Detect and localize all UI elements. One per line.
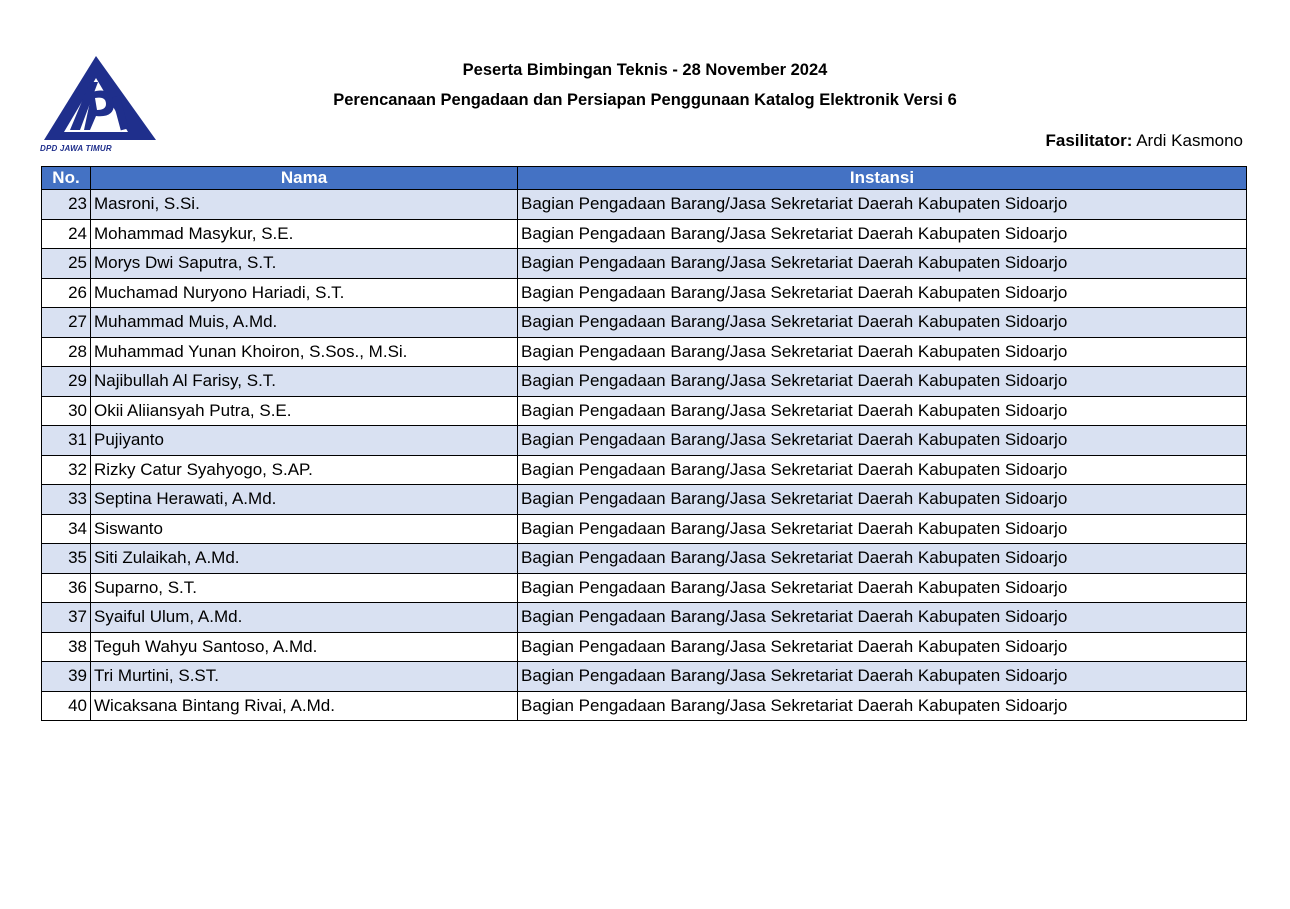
cell-no: 28	[42, 337, 91, 367]
cell-nama: Siti Zulaikah, A.Md.	[91, 544, 518, 574]
cell-nama: Pujiyanto	[91, 426, 518, 456]
cell-nama: Muhammad Muis, A.Md.	[91, 308, 518, 338]
cell-instansi: Bagian Pengadaan Barang/Jasa Sekretariat Daerah Kabupaten Sidoarjo	[518, 190, 1247, 220]
cell-no: 34	[42, 514, 91, 544]
table-row	[42, 190, 1247, 220]
cell-instansi: Bagian Pengadaan Barang/Jasa Sekretariat Daerah Kabupaten Sidoarjo	[518, 396, 1247, 426]
cell-instansi: Bagian Pengadaan Barang/Jasa Sekretariat Daerah Kabupaten Sidoarjo	[518, 544, 1247, 574]
column-header-nama: Nama	[91, 167, 518, 190]
cell-no: 23	[42, 190, 91, 220]
table-row	[42, 485, 1247, 515]
table-row	[42, 632, 1247, 662]
table-row	[42, 603, 1247, 633]
cell-no: 27	[42, 308, 91, 338]
table-row	[42, 691, 1247, 721]
cell-no: 24	[42, 219, 91, 249]
cell-no: 30	[42, 396, 91, 426]
cell-nama: Wicaksana Bintang Rivai, A.Md.	[91, 691, 518, 721]
cell-nama: Masroni, S.Si.	[91, 190, 518, 220]
page-subtitle: Perencanaan Pengadaan dan Persiapan Penggunaan Katalog Elektronik Versi 6	[333, 91, 957, 109]
facilitator-name: Ardi Kasmono	[1136, 131, 1243, 150]
cell-nama: Syaiful Ulum, A.Md.	[91, 603, 518, 633]
cell-nama: Teguh Wahyu Santoso, A.Md.	[91, 632, 518, 662]
cell-instansi: Bagian Pengadaan Barang/Jasa Sekretariat Daerah Kabupaten Sidoarjo	[518, 603, 1247, 633]
cell-instansi: Bagian Pengadaan Barang/Jasa Sekretariat Daerah Kabupaten Sidoarjo	[518, 367, 1247, 397]
cell-instansi: Bagian Pengadaan Barang/Jasa Sekretariat Daerah Kabupaten Sidoarjo	[518, 249, 1247, 279]
logo-caption: DPD JAWA TIMUR	[40, 144, 112, 153]
facilitator-line	[1046, 131, 1243, 151]
organization-logo	[40, 52, 160, 158]
cell-no: 36	[42, 573, 91, 603]
cell-no: 33	[42, 485, 91, 515]
cell-instansi: Bagian Pengadaan Barang/Jasa Sekretariat Daerah Kabupaten Sidoarjo	[518, 455, 1247, 485]
cell-instansi: Bagian Pengadaan Barang/Jasa Sekretariat Daerah Kabupaten Sidoarjo	[518, 219, 1247, 249]
cell-instansi: Bagian Pengadaan Barang/Jasa Sekretariat Daerah Kabupaten Sidoarjo	[518, 278, 1247, 308]
logo-triangle-icon	[40, 52, 160, 152]
table-row	[42, 573, 1247, 603]
table-row	[42, 308, 1247, 338]
table-row	[42, 426, 1247, 456]
cell-no: 26	[42, 278, 91, 308]
table-row	[42, 337, 1247, 367]
cell-instansi: Bagian Pengadaan Barang/Jasa Sekretariat Daerah Kabupaten Sidoarjo	[518, 573, 1247, 603]
table-row	[42, 662, 1247, 692]
cell-no: 32	[42, 455, 91, 485]
cell-nama: Mohammad Masykur, S.E.	[91, 219, 518, 249]
cell-nama: Muchamad Nuryono Hariadi, S.T.	[91, 278, 518, 308]
cell-no: 38	[42, 632, 91, 662]
cell-instansi: Bagian Pengadaan Barang/Jasa Sekretariat Daerah Kabupaten Sidoarjo	[518, 337, 1247, 367]
participant-table	[41, 166, 1247, 721]
cell-nama: Okii Aliiansyah Putra, S.E.	[91, 396, 518, 426]
cell-instansi: Bagian Pengadaan Barang/Jasa Sekretariat Daerah Kabupaten Sidoarjo	[518, 691, 1247, 721]
column-header-instansi: Instansi	[518, 167, 1247, 190]
cell-nama: Muhammad Yunan Khoiron, S.Sos., M.Si.	[91, 337, 518, 367]
table-row	[42, 367, 1247, 397]
cell-instansi: Bagian Pengadaan Barang/Jasa Sekretariat Daerah Kabupaten Sidoarjo	[518, 514, 1247, 544]
cell-no: 40	[42, 691, 91, 721]
cell-instansi: Bagian Pengadaan Barang/Jasa Sekretariat Daerah Kabupaten Sidoarjo	[518, 308, 1247, 338]
cell-instansi: Bagian Pengadaan Barang/Jasa Sekretariat Daerah Kabupaten Sidoarjo	[518, 662, 1247, 692]
cell-no: 29	[42, 367, 91, 397]
cell-nama: Najibullah Al Farisy, S.T.	[91, 367, 518, 397]
cell-no: 31	[42, 426, 91, 456]
cell-no: 37	[42, 603, 91, 633]
cell-instansi: Bagian Pengadaan Barang/Jasa Sekretariat Daerah Kabupaten Sidoarjo	[518, 426, 1247, 456]
table-row	[42, 455, 1247, 485]
cell-instansi: Bagian Pengadaan Barang/Jasa Sekretariat Daerah Kabupaten Sidoarjo	[518, 485, 1247, 515]
table-row	[42, 249, 1247, 279]
table-header-row	[42, 167, 1247, 190]
page-title: Peserta Bimbingan Teknis - 28 November 2024	[462, 61, 828, 79]
cell-nama: Suparno, S.T.	[91, 573, 518, 603]
table-row	[42, 219, 1247, 249]
cell-nama: Rizky Catur Syahyogo, S.AP.	[91, 455, 518, 485]
column-header-no: No.	[42, 167, 91, 190]
table-row	[42, 278, 1247, 308]
table-row	[42, 396, 1247, 426]
cell-no: 25	[42, 249, 91, 279]
facilitator-label: Fasilitator:	[1045, 131, 1133, 150]
cell-nama: Morys Dwi Saputra, S.T.	[91, 249, 518, 279]
cell-no: 39	[42, 662, 91, 692]
cell-no: 35	[42, 544, 91, 574]
cell-instansi: Bagian Pengadaan Barang/Jasa Sekretariat Daerah Kabupaten Sidoarjo	[518, 632, 1247, 662]
table-row	[42, 544, 1247, 574]
cell-nama: Septina Herawati, A.Md.	[91, 485, 518, 515]
cell-nama: Siswanto	[91, 514, 518, 544]
cell-nama: Tri Murtini, S.ST.	[91, 662, 518, 692]
table-row	[42, 514, 1247, 544]
